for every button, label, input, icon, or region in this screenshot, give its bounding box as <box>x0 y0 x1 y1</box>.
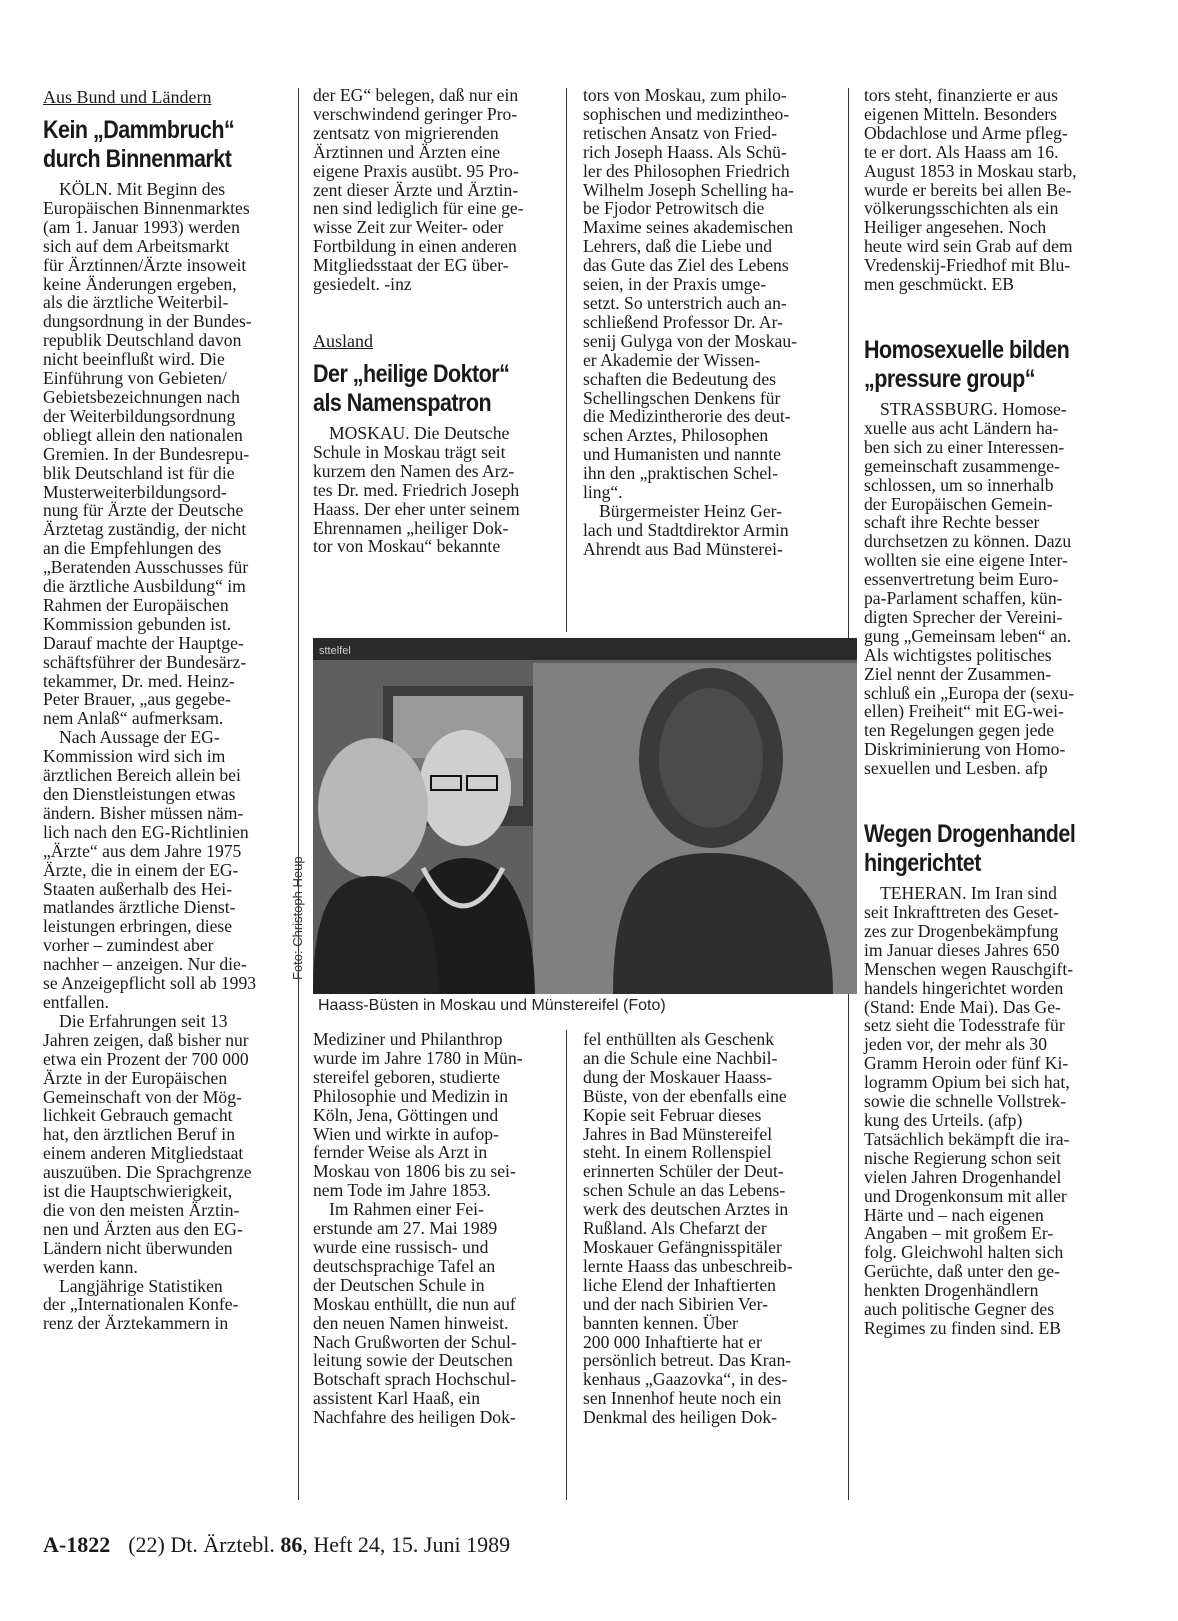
text-line: retischen Ansatz von Fried- <box>583 122 777 143</box>
text-line: Gemeinschaft von der Mög- <box>43 1086 242 1107</box>
section-label: Ausland <box>313 330 373 351</box>
text-line: und Humanisten und nannte <box>583 444 781 465</box>
text-line: republik Deutschland davon <box>43 330 242 351</box>
text-line: verschwindend geringer Pro- <box>313 103 518 124</box>
text-line: werden kann. <box>43 1256 138 1277</box>
text-line: wisse Zeit zur Weiter- oder <box>313 217 504 238</box>
text-line: schlossen, um so innerhalb <box>864 474 1054 495</box>
headline <box>864 336 1077 394</box>
text-line: Ehrennamen „heiliger Dok- <box>313 517 509 538</box>
text-line: bannten kennen. Über <box>583 1312 738 1333</box>
text-line: senij Gulyga von der Moskau- <box>583 330 798 351</box>
text-line: für Ärztinnen/Ärzte insoweit <box>43 254 247 275</box>
text-line: ben sich zu einer Interessen- <box>864 436 1065 457</box>
text-line: 200 000 Inhaftierte hat er <box>583 1331 762 1352</box>
text-line: Ärzte in der Europäischen <box>43 1067 228 1088</box>
text-line: fel enthüllten als Geschenk <box>583 1029 775 1049</box>
article-body <box>864 884 1112 1338</box>
text-line: eigenen Mitteln. Besonders <box>864 103 1057 124</box>
text-line: wurde eine russisch- und <box>313 1236 489 1257</box>
text-line: nem Anlaß“ aufmerksam. <box>43 708 224 729</box>
column-1 <box>43 86 284 1333</box>
text-line: zentsatz von migrierenden <box>313 122 499 143</box>
text-line: völkerungsschichten als ein <box>864 198 1059 219</box>
text-line: die Medizintherorie des deut- <box>583 406 791 427</box>
text-line: das Gute das Ziel des Lebens <box>583 255 789 276</box>
text-line: und Drogenkonsum mit aller <box>864 1185 1067 1206</box>
text-line: Jahres in Bad Münstereifel <box>583 1123 773 1144</box>
text-line: TEHERAN. Im Iran sind <box>880 883 1057 904</box>
text-line: dungsordnung in der Bundes- <box>43 311 252 332</box>
text-line: Als wichtigstes politisches <box>864 644 1052 665</box>
page-footer <box>43 1532 510 1558</box>
text-line: Nach Aussage der EG- <box>59 727 220 748</box>
text-line: Ärzte, die in einem der EG- <box>43 859 239 880</box>
text-line: (am 1. Januar 1993) werden <box>43 216 240 237</box>
text-line: lich nach den EG-Richtlinien <box>43 821 249 842</box>
text-line: leistungen erbringen, diese <box>43 916 233 937</box>
text-line: Musterweiterbildungsord- <box>43 481 227 502</box>
text-line: ten Regelungen gegen jede <box>864 720 1055 741</box>
column-rule-1 <box>298 88 299 1500</box>
text-line: Kommission gebunden ist. <box>43 613 232 634</box>
text-line: August 1853 in Moskau starb, <box>864 160 1077 181</box>
text-line: der „Internationalen Konfe- <box>43 1294 239 1315</box>
text-line: nen und Ärzten aus den EG- <box>43 1218 243 1239</box>
text-line: KÖLN. Mit Beginn des <box>59 179 226 199</box>
text-line: Peter Brauer, „aus gegebe- <box>43 689 231 710</box>
text-line: Ländern nicht überwunden <box>43 1237 233 1258</box>
text-line: Heiliger angesehen. Noch <box>864 217 1047 238</box>
text-line: Büste, von der ebenfalls eine <box>583 1085 787 1106</box>
text-line: Gremien. In der Bundesrepu- <box>43 443 250 464</box>
text-line: logramm Opium bei sich hat, <box>864 1072 1070 1093</box>
text-line: Mediziner und Philanthrop <box>313 1029 503 1049</box>
text-line: nung für Ärzte der Deutsche <box>43 500 244 521</box>
text-line: Schellingschen Denkens für <box>583 387 781 408</box>
text-line: Härte und – nach eigenen <box>864 1204 1044 1225</box>
text-line: rich Joseph Haass. Als Schü- <box>583 141 787 162</box>
text-line: Rahmen der Europäischen <box>43 594 229 615</box>
text-line: Ärztetag zuständig, der nicht <box>43 519 247 540</box>
text-line: Menschen wegen Rauschgift- <box>864 958 1074 979</box>
text-line: ändern. Bisher müssen näm- <box>43 802 244 823</box>
text-line: Nachfahre des heiligen Dok- <box>313 1407 516 1428</box>
text-line: vielen Jahren Drogenhandel <box>864 1166 1062 1187</box>
text-line: der Weiterbildungsordnung <box>43 405 236 426</box>
headline <box>864 820 1077 878</box>
text-line: Wilhelm Joseph Schelling ha- <box>583 179 794 200</box>
text-line: be Fjodor Petrowitsch die <box>583 198 765 219</box>
text-line: dung der Moskauer Haass- <box>583 1066 773 1087</box>
text-line: Bürgermeister Heinz Ger- <box>599 500 783 521</box>
text-line: sexuellen und Lesben. afp <box>864 758 1048 779</box>
headline <box>313 360 523 418</box>
text-line: an die Schule eine Nachbil- <box>583 1047 778 1068</box>
text-line: setz sieht die Todesstrafe für <box>864 1015 1065 1036</box>
text-line: Europäischen Binnenmarktes <box>43 197 250 218</box>
text-line: den Dienstleistungen etwas <box>43 784 236 804</box>
text-line: gesiedelt. -inz <box>313 274 412 295</box>
article-body <box>313 86 557 294</box>
photo <box>313 638 857 994</box>
text-line: STRASSBURG. Homose- <box>880 398 1067 419</box>
text-line: Vredenskij-Friedhof mit Blu- <box>864 255 1071 276</box>
text-line: etwa ein Prozent der 700 000 <box>43 1048 249 1069</box>
text-line: schaften die Bedeutung des <box>583 368 776 389</box>
text-line: Nach Grußworten der Schul- <box>313 1331 517 1352</box>
text-line: die ärztliche Ausbildung“ im <box>43 576 246 597</box>
text-line: wollten sie eine eigene Inter- <box>864 550 1068 571</box>
article-body <box>313 424 557 556</box>
text-line: als die ärztliche Weiterbil- <box>43 292 229 313</box>
text-line: kung des Urteils. (afp) <box>864 1109 1023 1130</box>
text-line: ist die Hauptschwierigkeit, <box>43 1181 233 1202</box>
text-line: Angaben – mit großem Er- <box>864 1223 1054 1244</box>
text-line: Gerüchte, daß unter den ge- <box>864 1261 1060 1282</box>
text-line: renz der Ärztekammern in <box>43 1313 229 1334</box>
text-line: gung „Gemeinsam leben“ an. <box>864 625 1072 646</box>
text-line: Fortbildung in einen anderen <box>313 236 517 257</box>
column-2-top <box>313 86 557 556</box>
text-line: handels hingerichtet worden <box>864 977 1064 998</box>
text-line: fernder Weise als Arzt in <box>313 1142 488 1163</box>
headline-line: als Namenspatron <box>313 388 492 417</box>
text-line: sen Innenhof heute noch ein <box>583 1388 782 1409</box>
footer-volume: 86 <box>280 1532 303 1557</box>
text-line: xuelle aus acht Ländern ha- <box>864 417 1059 438</box>
text-line: Haass. Der eher unter seinem <box>313 498 520 519</box>
text-line: Schule in Moskau trägt seit <box>313 441 506 462</box>
text-line: liche Elend der Inhaftierten <box>583 1274 776 1295</box>
text-line: (Stand: Ende Mai). Das Ge- <box>864 996 1061 1017</box>
headline-line: hingerichtet <box>864 849 981 878</box>
text-line: den neuen Namen hinweist. <box>313 1312 509 1333</box>
text-line: persönlich betreut. Das Kran- <box>583 1350 792 1371</box>
headline-line: „pressure group“ <box>864 364 1035 393</box>
section-label: Aus Bund und Ländern <box>43 87 212 107</box>
photo-banner-text: sttelfel <box>319 645 351 657</box>
text-line: durchsetzen zu können. Dazu <box>864 531 1072 552</box>
headline-line: Homosexuelle bilden <box>864 335 1070 364</box>
photo-illustration <box>313 638 857 994</box>
text-line: schen Schule an das Lebens- <box>583 1180 786 1201</box>
text-line: auch politische Gegner des <box>864 1299 1055 1320</box>
text-line: zent dieser Ärzte und Ärztin- <box>313 179 519 200</box>
text-line: auszuüben. Die Sprachgrenze <box>43 1162 252 1183</box>
headline-line: Kein „Dammbruch“ <box>43 116 235 144</box>
text-line: nicht beeinflußt wird. Die <box>43 349 225 370</box>
text-line: folg. Gleichwohl halten sich <box>864 1242 1064 1263</box>
text-line: Rußland. Als Chefarzt der <box>583 1218 767 1239</box>
text-line: erinnerten Schüler der Deut- <box>583 1161 784 1182</box>
text-line: essenvertretung beim Euro- <box>864 569 1059 590</box>
text-line: er Akademie der Wissen- <box>583 349 761 370</box>
article-body <box>583 1030 831 1427</box>
text-line: heute wird sein Grab auf dem <box>864 236 1073 257</box>
text-line: Maxime seines akademischen <box>583 217 794 238</box>
text-line: se Anzeigepflicht soll ab 1993 <box>43 973 257 994</box>
text-line: im Januar dieses Jahres 650 <box>864 939 1060 960</box>
column-2-bottom <box>313 1030 557 1427</box>
text-line: Gramm Heroin oder fünf Ki- <box>864 1053 1069 1074</box>
text-line: Einführung von Gebieten/ <box>43 368 227 389</box>
headline <box>43 116 250 174</box>
text-line: Wien und wirkte in aufop- <box>313 1123 499 1144</box>
text-line: sich auf dem Arbeitsmarkt <box>43 235 230 256</box>
text-line: Mitgliedsstaat der EG über- <box>313 255 509 276</box>
text-line: Kopie seit Februar dieses <box>583 1104 762 1125</box>
text-line: werk des deutschen Arztes in <box>583 1199 789 1220</box>
column-3-top <box>583 86 831 559</box>
text-line: Moskauer Gefängnisspitäler <box>583 1236 782 1257</box>
article-body <box>864 400 1112 778</box>
photo-credit: Foto: Christoph Heup <box>290 856 305 980</box>
text-line: sophischen und medizintheo- <box>583 103 790 124</box>
text-line: hat, den ärztlichen Beruf in <box>43 1124 235 1145</box>
text-line: nem Tode im Jahre 1853. <box>313 1180 491 1201</box>
text-line: Moskau von 1806 bis zu sei- <box>313 1161 516 1182</box>
text-line: jeden vor, der mehr als 30 <box>864 1034 1047 1055</box>
text-line: kenhaus „Gaazovka“, in des- <box>583 1369 788 1390</box>
text-line: wurde er bereits bei allen Be- <box>864 179 1072 200</box>
text-line: te er dort. Als Haass am 16. <box>864 141 1059 162</box>
text-line: der Europäischen Gemein- <box>864 493 1053 514</box>
text-line: nachher – anzeigen. Nur die- <box>43 954 247 975</box>
text-line: Ahrendt aus Bad Münsterei- <box>583 538 783 559</box>
column-rule-2 <box>566 88 567 632</box>
headline-line: durch Binnenmarkt <box>43 145 232 173</box>
text-line: Ärztinnen und Ärzten eine <box>313 141 501 162</box>
text-line: Philosophie und Medizin in <box>313 1085 508 1106</box>
text-line: ihn den „praktischen Schel- <box>583 463 778 484</box>
text-line: tors steht, finanzierte er aus <box>864 85 1058 105</box>
text-line: assistent Karl Haaß, ein <box>313 1388 481 1409</box>
text-line: Botschaft sprach Hochschul- <box>313 1369 517 1390</box>
text-line: pa-Parlament schaffen, kün- <box>864 588 1063 609</box>
text-line: Kommission wird sich im <box>43 746 226 767</box>
article-body <box>864 86 1112 294</box>
text-line: lichkeit Gebrauch gemacht <box>43 1105 233 1126</box>
text-line: steht. In einem Rollenspiel <box>583 1142 772 1163</box>
text-line: ler des Philosophen Friedrich <box>583 160 790 181</box>
text-line: Lehrers, daß die Liebe und <box>583 236 773 257</box>
text-line: „Beratenden Ausschusses für <box>43 557 249 578</box>
text-line: tors von Moskau, zum philo- <box>583 85 787 105</box>
text-line: setzt. So unterstrich auch an- <box>583 292 787 313</box>
text-line: Staaten außerhalb des Hei- <box>43 878 233 899</box>
text-line: Langjährige Statistiken <box>59 1275 223 1296</box>
text-line: keine Änderungen ergeben, <box>43 273 237 294</box>
text-line: entfallen. <box>43 991 109 1012</box>
text-line: der Deutschen Schule in <box>313 1274 485 1295</box>
text-line: Ziel nennt der Zusammen- <box>864 663 1052 684</box>
text-line: Obdachlose und Arme pfleg- <box>864 122 1068 143</box>
text-line: wurde im Jahre 1780 in Mün- <box>313 1047 523 1068</box>
text-line: „Ärzte“ aus dem Jahre 1975 <box>43 840 242 861</box>
text-line: schluß ein „Europa der (sexu- <box>864 682 1075 703</box>
text-line: seit Inkrafttreten des Geset- <box>864 902 1059 922</box>
text-line: ellen) Freiheit“ mit EG-wei- <box>864 701 1064 722</box>
text-line: schäftsführer der Bundesärz- <box>43 651 247 672</box>
text-line: Gebietsbezeichnungen nach <box>43 386 240 407</box>
text-line: gemeinschaft zusammenge- <box>864 455 1060 476</box>
text-line: schließend Professor Dr. Ar- <box>583 311 783 332</box>
text-line: lach und Stadtdirektor Armin <box>583 519 789 540</box>
photo-caption: Haass-Büsten in Moskau und Münstereifel (Foto) <box>318 997 666 1014</box>
text-line: Köln, Jena, Göttingen und <box>313 1104 499 1125</box>
text-line: tes Dr. med. Friedrich Joseph <box>313 479 520 500</box>
text-line: nen sind lediglich für eine ge- <box>313 198 524 219</box>
text-line: Denkmal des heiligen Dok- <box>583 1407 777 1428</box>
text-line: men geschmückt. EB <box>864 274 1015 295</box>
text-line: deutschsprachige Tafel an <box>313 1255 496 1276</box>
article-body <box>43 180 284 1333</box>
text-line: tekammer, Dr. med. Heinz- <box>43 670 235 691</box>
text-line: obliegt allein den nationalen <box>43 424 243 445</box>
text-line: tor von Moskau“ bekannte <box>313 536 501 557</box>
text-line: stereifel geboren, studierte <box>313 1066 501 1087</box>
text-line: blik Deutschland ist für die <box>43 462 235 483</box>
text-line: eigene Praxis ausübt. 95 Pro- <box>313 160 519 181</box>
text-line: Darauf machte der Hauptge- <box>43 632 244 653</box>
page-number: A-1822 <box>43 1532 111 1557</box>
column-4 <box>864 86 1112 1338</box>
text-line: henkten Drogenhändlern <box>864 1280 1039 1301</box>
footer-journal: (22) Dt. Ärztebl. <box>128 1532 275 1557</box>
text-line: schaft ihre Rechte besser <box>864 512 1040 533</box>
text-line: Tatsächlich bekämpft die ira- <box>864 1128 1070 1149</box>
text-line: nische Regierung schon seit <box>864 1147 1061 1168</box>
text-line: MOSKAU. Die Deutsche <box>329 422 510 443</box>
text-line: die von den meisten Ärztin- <box>43 1199 240 1220</box>
text-line: matlandes ärztliche Dienst- <box>43 897 236 918</box>
text-line: Regimes zu finden sind. EB <box>864 1317 1061 1338</box>
text-line: sowie die schnelle Vollstrek- <box>864 1091 1067 1112</box>
text-line: erstunde am 27. Mai 1989 <box>313 1218 498 1239</box>
text-line: seien, in der Praxis umge- <box>583 274 767 295</box>
text-line: an die Empfehlungen des <box>43 538 222 559</box>
text-line: Die Erfahrungen seit 13 <box>59 1010 228 1031</box>
column-rule-2b <box>566 1030 567 1500</box>
text-line: kurzem den Namen des Arz- <box>313 460 515 481</box>
text-line: Im Rahmen einer Fei- <box>329 1199 484 1220</box>
text-line: vorher – zumindest aber <box>43 935 214 956</box>
text-line: Moskau enthüllt, die nun auf <box>313 1293 516 1314</box>
text-line: einem anderen Mitgliedstaat <box>43 1143 244 1164</box>
text-line: der EG“ belegen, daß nur ein <box>313 85 519 105</box>
headline-line: Wegen Drogenhandel <box>864 820 1076 849</box>
text-line: leitung sowie der Deutschen <box>313 1350 513 1371</box>
headline-line: Der „heilige Doktor“ <box>313 359 510 388</box>
text-line: digten Sprecher der Vereini- <box>864 606 1063 627</box>
article-body <box>313 1030 557 1427</box>
text-line: lernte Haass das unbeschreib- <box>583 1255 793 1276</box>
text-line: ärztlichen Bereich allein bei <box>43 765 241 786</box>
article-body <box>583 86 831 559</box>
text-line: und der nach Sibirien Ver- <box>583 1293 768 1314</box>
text-line: zes zur Drogenbekämpfung <box>864 920 1059 941</box>
text-line: Diskriminierung von Homo- <box>864 739 1066 760</box>
text-line: ling“. <box>583 482 623 503</box>
text-line: Jahren zeigen, daß bisher nur <box>43 1029 249 1050</box>
footer-issue: , Heft 24, 15. Juni 1989 <box>302 1532 511 1557</box>
column-3-bottom <box>583 1030 831 1427</box>
text-line: schen Arztes, Philosophen <box>583 425 769 446</box>
